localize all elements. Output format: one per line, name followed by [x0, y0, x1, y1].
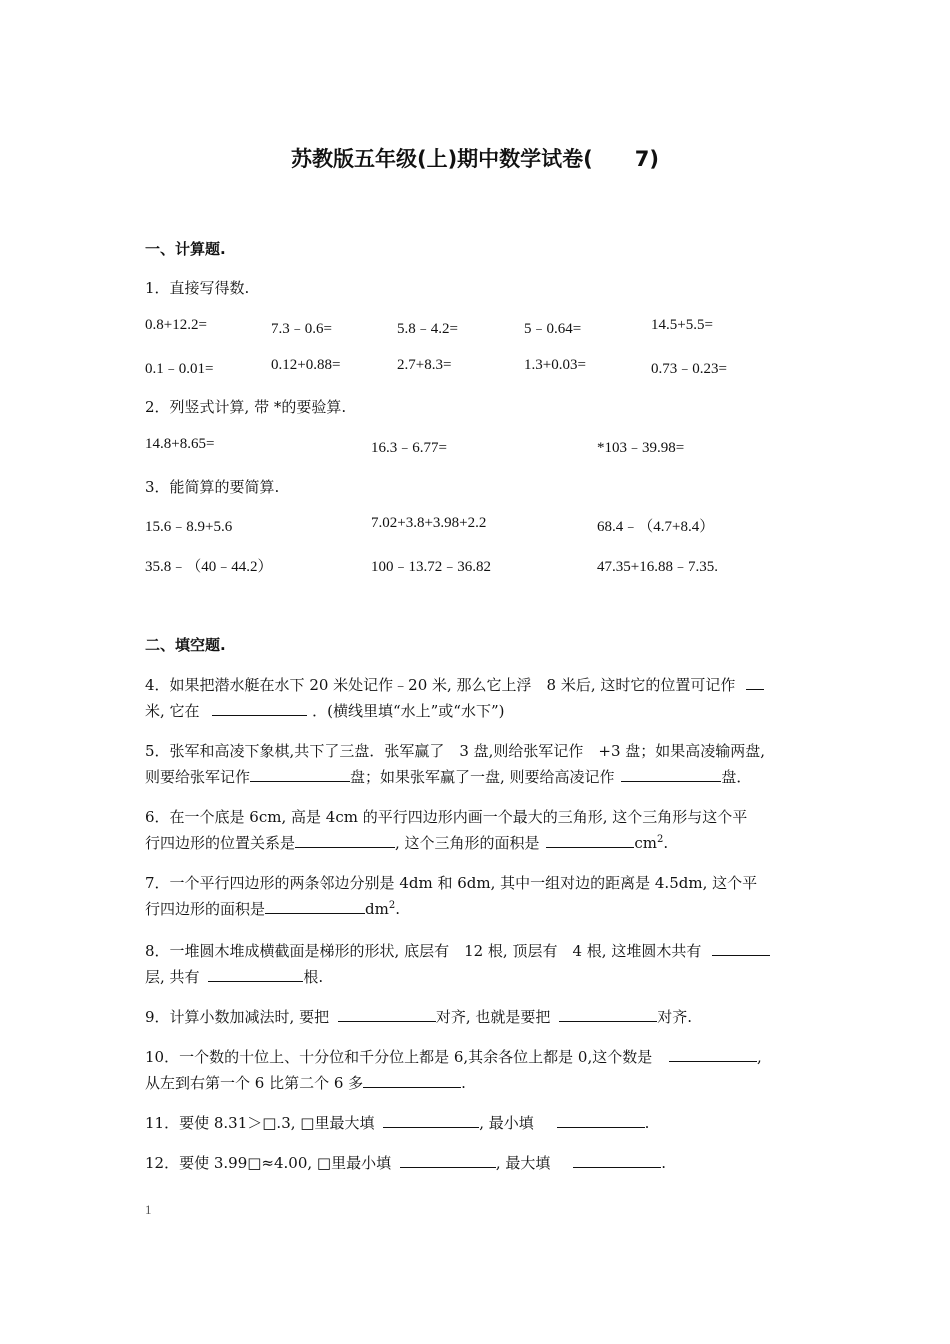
- q12-text: 12．要使 3.99□≈4.00, □里最小填: [145, 1154, 392, 1172]
- q4-text: 米, 它在: [145, 702, 200, 720]
- q12-blank-2[interactable]: [573, 1152, 661, 1168]
- q1-expr: 0.1﹣0.01=: [145, 361, 214, 377]
- q11-text: , 最小填: [479, 1114, 534, 1132]
- q6-text: .: [663, 834, 669, 852]
- q6-blank-1[interactable]: [295, 832, 395, 848]
- q10-text: .: [461, 1074, 466, 1092]
- q7-unit: dm: [365, 900, 389, 918]
- q4-blank-2[interactable]: [212, 700, 307, 716]
- section-2-heading: 二、填空题.: [145, 636, 226, 654]
- q12-line: [145, 1152, 666, 1173]
- q10-text: 从左到右第一个 6 比第二个 6 多: [145, 1074, 364, 1092]
- q7-blank[interactable]: [265, 898, 365, 914]
- page-number: 1: [145, 1202, 152, 1217]
- q5-text: 盘；如果张军赢了一盘, 则要给高凌记作: [350, 768, 615, 786]
- q8-text: 根.: [303, 968, 324, 986]
- q6-line2: [145, 832, 668, 853]
- q8-text: 层, 共有: [145, 968, 200, 986]
- q6-blank-2[interactable]: [546, 832, 634, 848]
- q4-text: ．(横线里填“水上”或“水下”): [312, 702, 505, 720]
- q7-text: 行四边形的面积是: [145, 900, 266, 918]
- q1-expr: 0.8+12.2=: [145, 317, 207, 333]
- q4-line2: [145, 700, 505, 721]
- q1-expr: 7.3﹣0.6=: [271, 321, 332, 337]
- q6-text: , 这个三角形的面积是: [395, 834, 540, 852]
- q9-text: 对齐.: [657, 1008, 692, 1026]
- q10-line1: [145, 1046, 762, 1067]
- q3-expr: 68.4﹣（4.7+8.4）: [597, 519, 715, 535]
- q3-expr: 15.6﹣8.9+5.6: [145, 519, 233, 535]
- q4-line1: [145, 674, 764, 695]
- q3-label: 3．能简算的要简算.: [145, 478, 280, 496]
- q5-line1: 5．张军和高凌下象棋,共下了三盘．张军赢了 3 盘,则给张军记作 +3 盘；如果高凌输两盘,: [145, 742, 766, 760]
- page-title: 苏教版五年级(上)期中数学试卷( 7): [290, 147, 659, 171]
- q9-blank-2[interactable]: [559, 1006, 657, 1022]
- q5-text: 则要给张军记作: [145, 768, 251, 786]
- q3-expr: 7.02+3.8+3.98+2.2: [371, 515, 487, 531]
- q8-text: 8．一堆圆木堆成横截面是梯形的形状, 底层有 12 根, 顶层有 4 根, 这堆圆木共有: [145, 942, 702, 960]
- q8-blank-1[interactable]: [712, 940, 770, 956]
- q1-expr: 5.8﹣4.2=: [397, 321, 458, 337]
- q11-text: 11．要使 8.31＞□.3, □里最大填: [145, 1114, 375, 1132]
- q7-unit-sup: 2: [388, 900, 396, 911]
- q12-text: , 最大填: [495, 1154, 551, 1172]
- q2-label: 2．列竖式计算, 带 *的要验算.: [145, 398, 347, 416]
- q5-blank-1[interactable]: [250, 766, 350, 782]
- q4-text: 4．如果把潜水艇在水下 20 米处记作﹣20 米, 那么它上浮 8 米后, 这时它的位置可记作: [145, 676, 736, 694]
- q9-line: [145, 1006, 692, 1027]
- q6-unit-sup: 2: [656, 834, 664, 845]
- q7-text: .: [395, 900, 400, 918]
- section-1-heading: 一、计算题.: [145, 240, 226, 258]
- q5-text: 盘．: [721, 768, 752, 786]
- q3-expr: 47.35+16.88﹣7.35.: [597, 559, 718, 575]
- q10-text: ,: [757, 1048, 762, 1066]
- q1-expr: 0.73﹣0.23=: [651, 361, 727, 377]
- q7-line1: 7．一个平行四边形的两条邻边分别是 4dm 和 6dm, 其中一组对边的距离是 4.5dm, 这个平: [145, 874, 758, 892]
- q9-text: 9．计算小数加减法时, 要把: [145, 1008, 330, 1026]
- q2-expr: *103﹣39.98=: [597, 440, 685, 456]
- q10-line2: [145, 1072, 466, 1093]
- q12-blank-1[interactable]: [400, 1152, 496, 1168]
- q11-text: .: [644, 1114, 650, 1132]
- q10-blank-1[interactable]: [669, 1046, 757, 1062]
- q10-text: 10．一个数的十位上、十分位和千分位上都是 6,其余各位上都是 0,这个数是: [145, 1048, 653, 1066]
- q7-line2: [145, 898, 400, 919]
- q3-expr: 35.8﹣（40﹣44.2）: [145, 559, 273, 575]
- q6-unit: cm: [634, 834, 657, 852]
- q9-blank-1[interactable]: [338, 1006, 436, 1022]
- q10-blank-2[interactable]: [363, 1072, 461, 1088]
- q3-expr: 100﹣13.72﹣36.82: [371, 559, 492, 575]
- q5-line2: [145, 766, 751, 787]
- q1-expr: 2.7+8.3=: [397, 357, 452, 373]
- q1-expr: 0.12+0.88=: [271, 357, 341, 373]
- q4-blank-1[interactable]: [746, 674, 764, 690]
- q11-blank-1[interactable]: [383, 1112, 479, 1128]
- q6-line1: 6．在一个底是 6cm, 高是 4cm 的平行四边形内画一个最大的三角形, 这个三角形与这个平: [145, 808, 748, 826]
- q2-expr: 14.8+8.65=: [145, 436, 215, 452]
- q1-expr: 5﹣0.64=: [524, 321, 582, 337]
- q1-label: 1．直接写得数.: [145, 279, 250, 297]
- q8-line1: [145, 940, 770, 961]
- q8-blank-2[interactable]: [208, 966, 303, 982]
- q6-text: 行四边形的位置关系是: [145, 834, 296, 852]
- q9-text: 对齐, 也就是要把: [435, 1008, 551, 1026]
- q1-expr: 1.3+0.03=: [524, 357, 586, 373]
- q2-expr: 16.3﹣6.77=: [371, 440, 447, 456]
- q8-line2: [145, 966, 323, 987]
- q11-blank-2[interactable]: [557, 1112, 645, 1128]
- q1-expr: 14.5+5.5=: [651, 317, 713, 333]
- q11-line: [145, 1112, 649, 1133]
- q12-text: .: [661, 1154, 666, 1172]
- q5-blank-2[interactable]: [621, 766, 721, 782]
